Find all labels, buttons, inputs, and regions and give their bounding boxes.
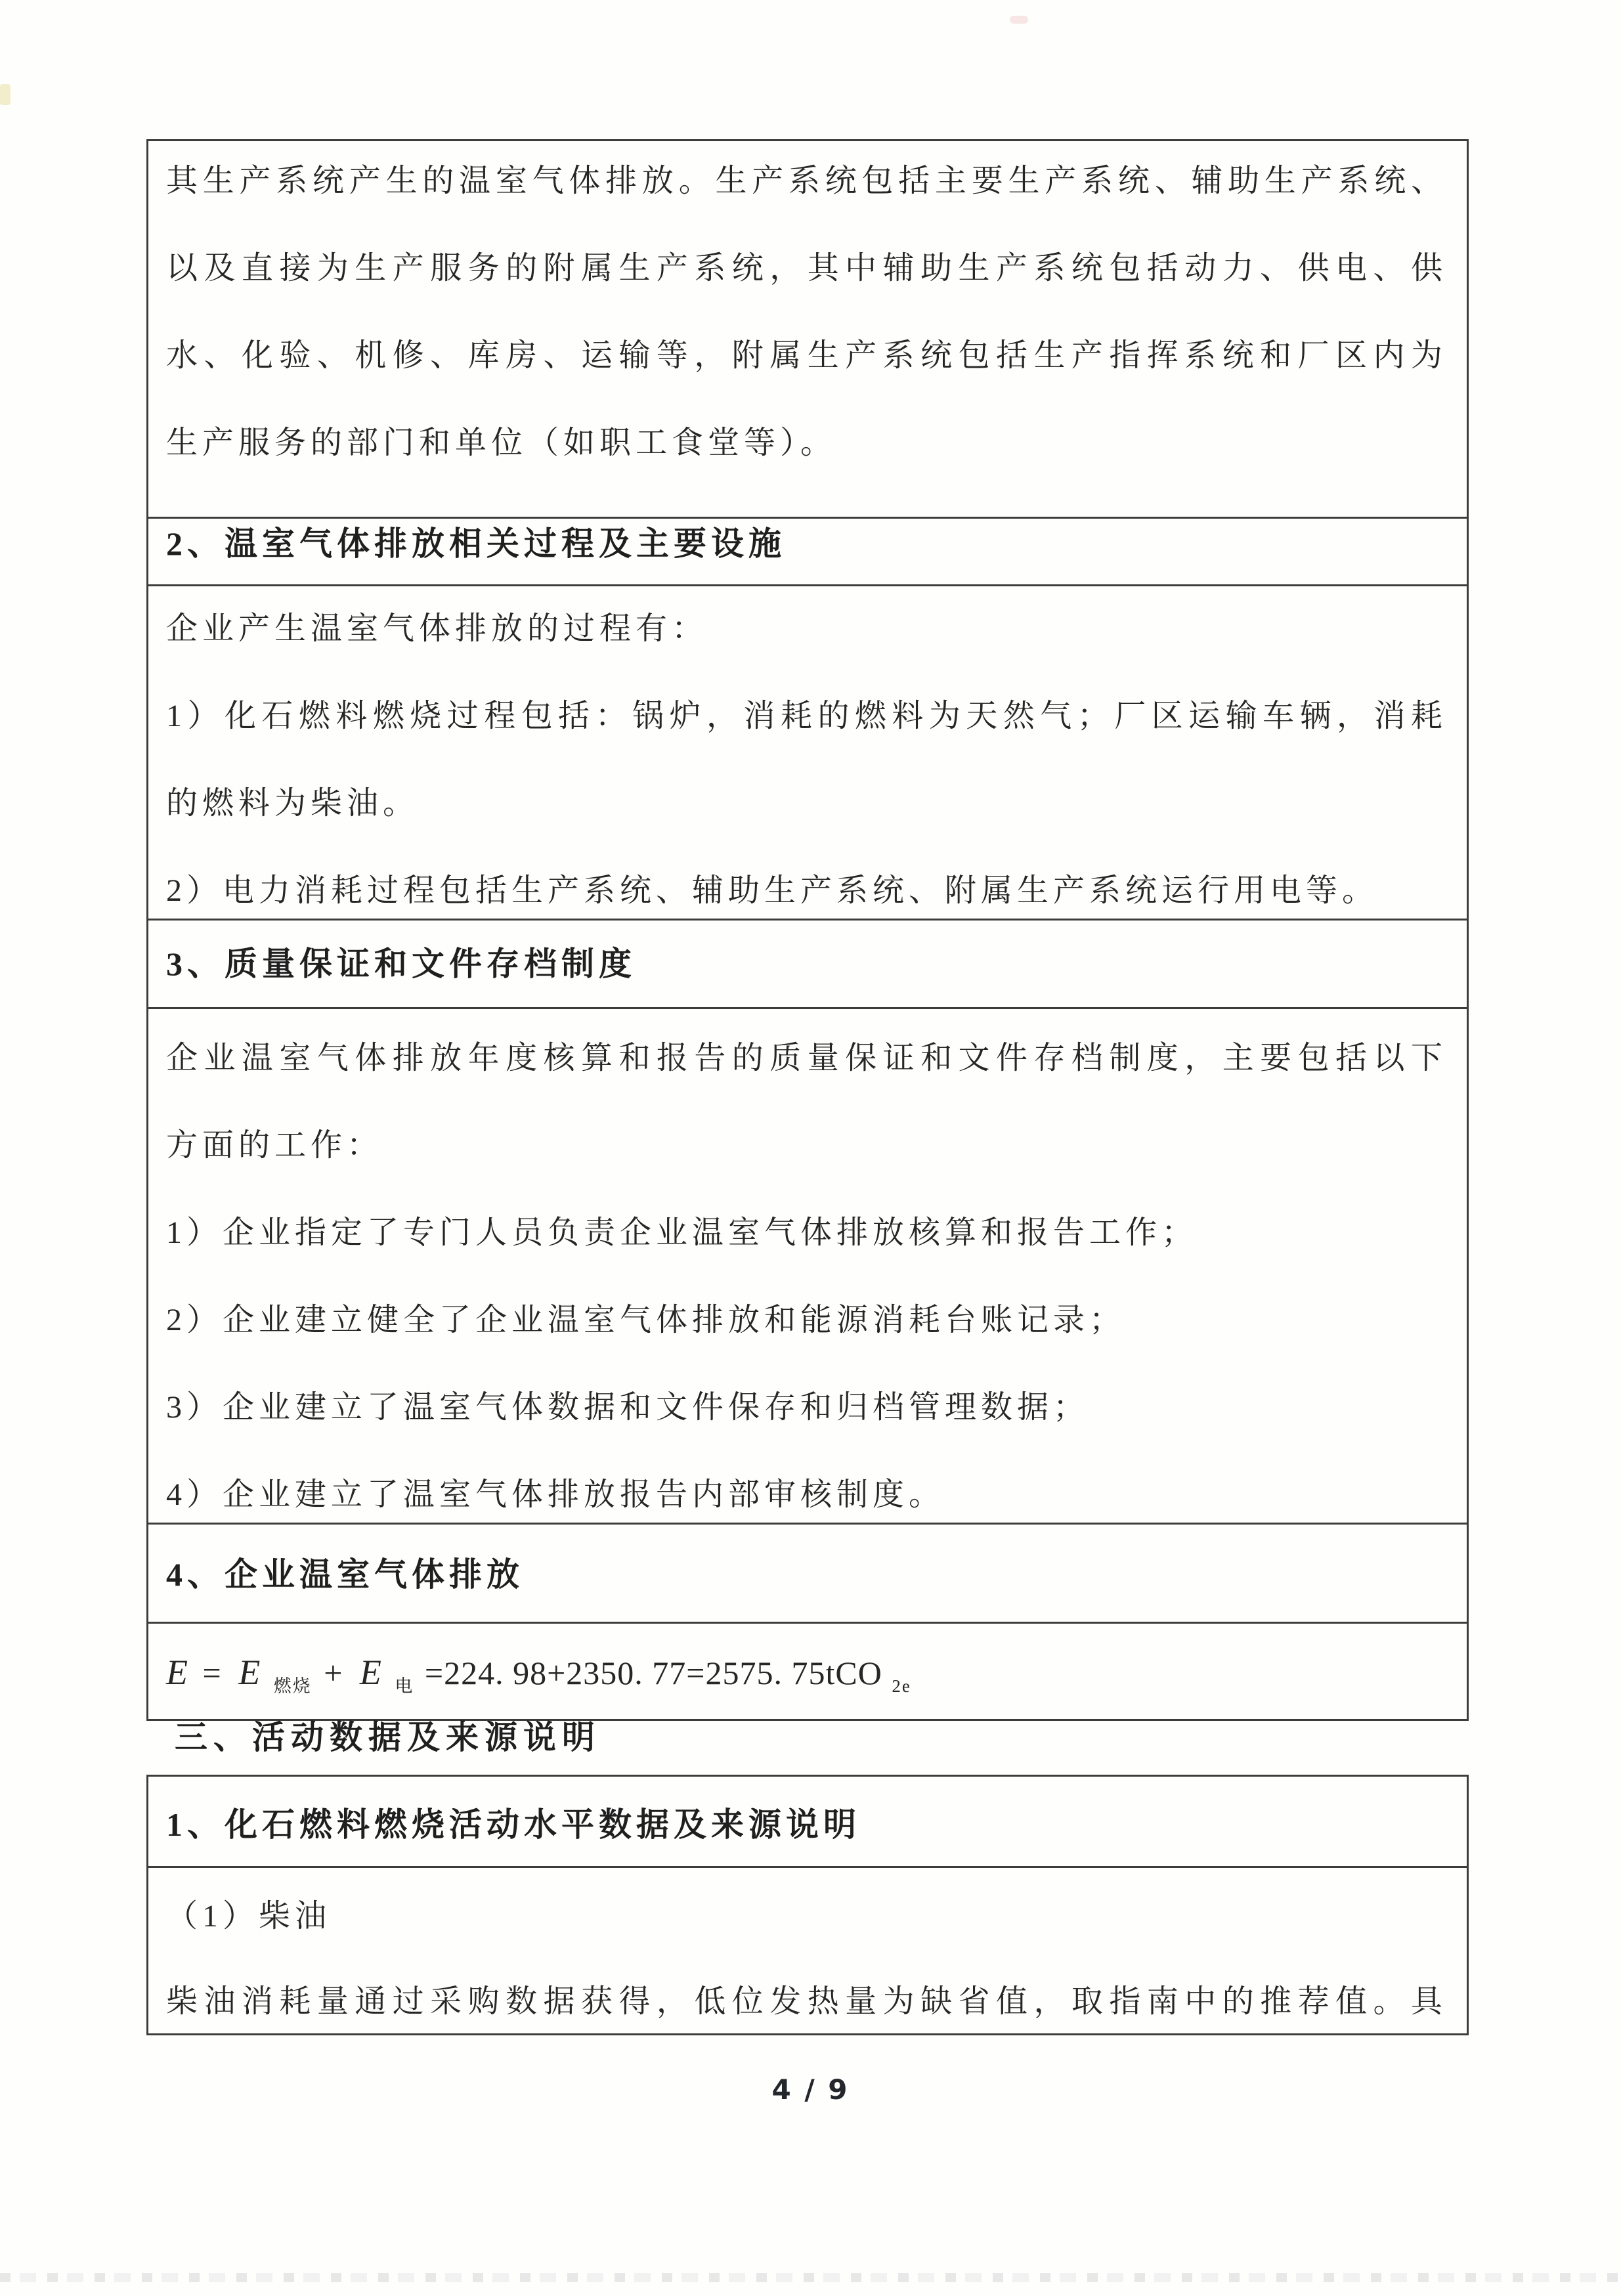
table-row-diesel	[148, 1868, 1467, 2033]
text-line: （1）柴油	[166, 1899, 332, 1934]
table-row-production-system	[148, 141, 1467, 519]
text-line: 3）企业建立了温室气体数据和文件保存和归档管理数据；	[166, 1390, 1090, 1425]
formula-symbol-E: E	[166, 1653, 189, 1692]
formula-plus: +	[324, 1655, 344, 1691]
scan-smudge	[0, 84, 11, 105]
emission-formula	[166, 1652, 1447, 1697]
text-line: 1）企业指定了专门人员负责企业温室气体排放核算和报告工作；	[166, 1215, 1198, 1250]
text-line: 2）企业建立健全了企业温室气体排放和能源消耗台账记录；	[166, 1303, 1126, 1337]
table-row-section4-header	[148, 1525, 1467, 1624]
formula-symbol-E-electric: E	[359, 1653, 383, 1692]
table-row-section3-header	[148, 921, 1467, 1009]
table-row-emission-processes	[148, 586, 1467, 921]
text-line: 生产服务的部门和单位（如职工食堂等）。	[166, 425, 837, 460]
text-line: 企业产生温室气体排放的过程有：	[166, 611, 708, 646]
section-header: 1、化石燃料燃烧活动水平数据及来源说明	[166, 1806, 861, 1843]
text-line: 企业温室气体排放年度核算和报告的质量保证和文件存档制度，主要包括以下	[166, 1041, 1447, 1075]
section-header: 4、企业温室气体排放	[166, 1556, 524, 1593]
scan-noise-strip	[0, 2273, 1621, 2282]
text-line: 2）电力消耗过程包括生产系统、辅助生产系统、附属生产系统运行用电等。	[166, 873, 1379, 908]
text-line: 柴油消耗量通过采购数据获得，低位发热量为缺省值，取指南中的推荐值。具	[166, 1984, 1447, 2019]
text-line: 1）化石燃料燃烧过程包括：锅炉，消耗的燃料为天然气；厂区运输车辆，消耗	[166, 699, 1447, 733]
table-row-section2-header	[148, 519, 1467, 586]
table-row-quality-assurance	[148, 1009, 1467, 1525]
section-header: 2、温室气体排放相关过程及主要设施	[166, 525, 786, 562]
table-row-fossil-fuel-header	[148, 1777, 1467, 1868]
text-line: 方面的工作：	[166, 1128, 383, 1163]
formula-subscript-co2e: 2e	[892, 1676, 911, 1696]
text-line: 的燃料为柴油。	[166, 786, 420, 821]
table-row-total-emission-formula	[148, 1624, 1467, 1719]
text-line: 水、化验、机修、库房、运输等，附属生产系统包括生产指挥系统和厂区内为	[166, 338, 1447, 373]
formula-value: =224. 98+2350. 77=2575. 75tCO	[424, 1655, 882, 1691]
text-line: 其生产系统产生的温室气体排放。生产系统包括主要生产系统、辅助生产系统、	[166, 163, 1447, 198]
formula-symbol-E-burn: E	[238, 1653, 262, 1692]
section-heading-activity-data: 三、活动数据及来源说明	[175, 1719, 601, 1756]
formula-subscript-burn: 燃烧	[273, 1676, 312, 1696]
text-line: 以及直接为生产服务的附属生产系统，其中辅助生产系统包括动力、供电、供	[166, 251, 1447, 286]
section-header: 3、质量保证和文件存档制度	[166, 945, 636, 982]
scan-smudge	[1010, 16, 1028, 24]
page-number: 4 / 9	[771, 2073, 850, 2106]
ghg-report-table	[146, 139, 1469, 1721]
formula-subscript-electric: 电	[395, 1676, 414, 1696]
activity-data-table	[146, 1775, 1469, 2035]
text-line: 4）企业建立了温室气体排放报告内部审核制度。	[166, 1477, 945, 1512]
formula-equals: =	[202, 1655, 223, 1691]
